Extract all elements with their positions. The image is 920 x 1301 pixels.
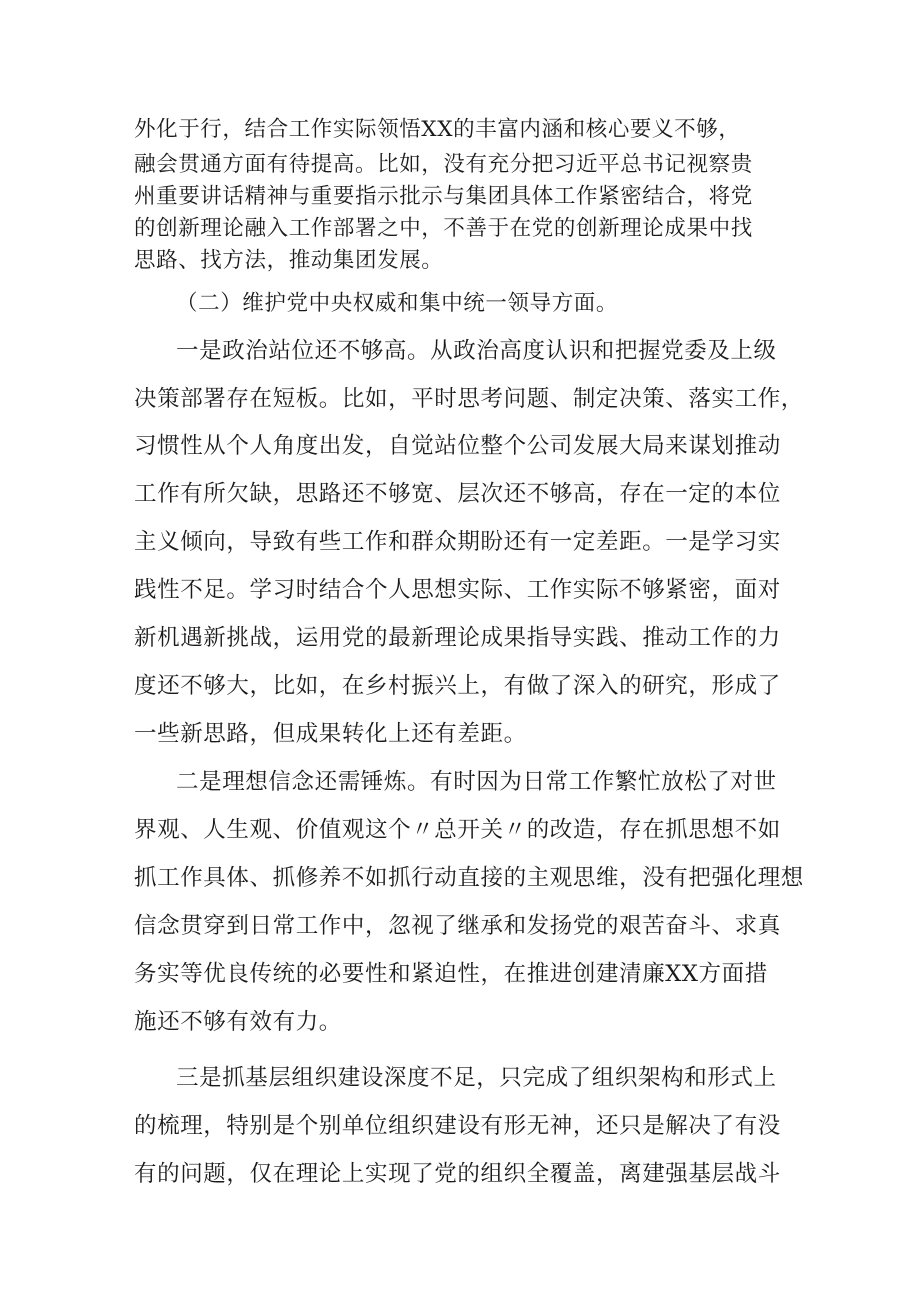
text-line: 融会贯通方面有待提高。比如，没有充分把习近平总书记视察贵: [134, 152, 753, 177]
text-line: 界观、人生观、价值观这个〃总开关〃的改造，存在抓思想不如: [134, 817, 781, 843]
text-line: 决策部署存在短板。比如，平时思考问题、制定决策、落实工作，: [134, 386, 804, 412]
text-line: 新机遇新挑战，运用党的最新理论成果指导实践、推动工作的力: [134, 625, 781, 651]
text-line: 的梳理，特别是个别单位组织建设有形无神，还只是解决了有没: [134, 1113, 781, 1139]
text-line: 度还不够大，比如，在乡村振兴上，有做了深入的研究，形成了: [134, 673, 781, 699]
text-line: 务实等优良传统的必要性和紧迫性，在推进创建清廉XX方面措: [134, 961, 768, 987]
text-line: 一是政治站位还不够高。从政治高度认识和把握党委及上级: [176, 338, 777, 364]
text-line: 的创新理论融入工作部署之中，不善于在党的创新理论成果中找: [134, 216, 753, 241]
text-line: 施还不够有效有力。: [134, 1009, 342, 1035]
text-line: 思路、找方法，推动集团发展。: [134, 248, 444, 273]
text-line: 践性不足。学习时结合个人思想实际、工作实际不够紧密，面对: [134, 577, 781, 603]
text-line: 州重要讲话精神与重要指示批示与集团具体工作紧密结合，将党: [134, 184, 753, 209]
text-line: 信念贯穿到日常工作中，忽视了继承和发扬党的艰苦奋斗、求真: [134, 913, 781, 939]
text-line: 工作有所欠缺，思路还不够宽、层次还不够高，存在一定的本位: [134, 481, 781, 507]
section-heading: （二）维护党中央权威和集中统一领导方面。: [176, 291, 619, 316]
text-line: 一些新思路，但成果转化上还有差距。: [134, 721, 527, 747]
text-line: 有的问题，仅在理论上实现了党的组织全覆盖，离建强基层战斗: [134, 1161, 781, 1187]
text-line: 抓工作具体、抓修养不如抓行动直接的主观思维，没有把强化理想: [134, 865, 804, 891]
text-line: 三是抓基层组织建设深度不足，只完成了组织架构和形式上: [176, 1065, 777, 1091]
text-line: 外化于行，结合工作实际领悟XX的丰富内涵和核心要义不够，: [134, 117, 741, 142]
text-line: 主义倾向，导致有些工作和群众期盼还有一定差距。一是学习实: [134, 529, 781, 555]
text-line: 习惯性从个人角度出发，自觉站位整个公司发展大局来谋划推动: [134, 433, 781, 459]
text-line: 二是理想信念还需锤炼。有时因为日常工作繁忙放松了对世: [176, 769, 777, 795]
